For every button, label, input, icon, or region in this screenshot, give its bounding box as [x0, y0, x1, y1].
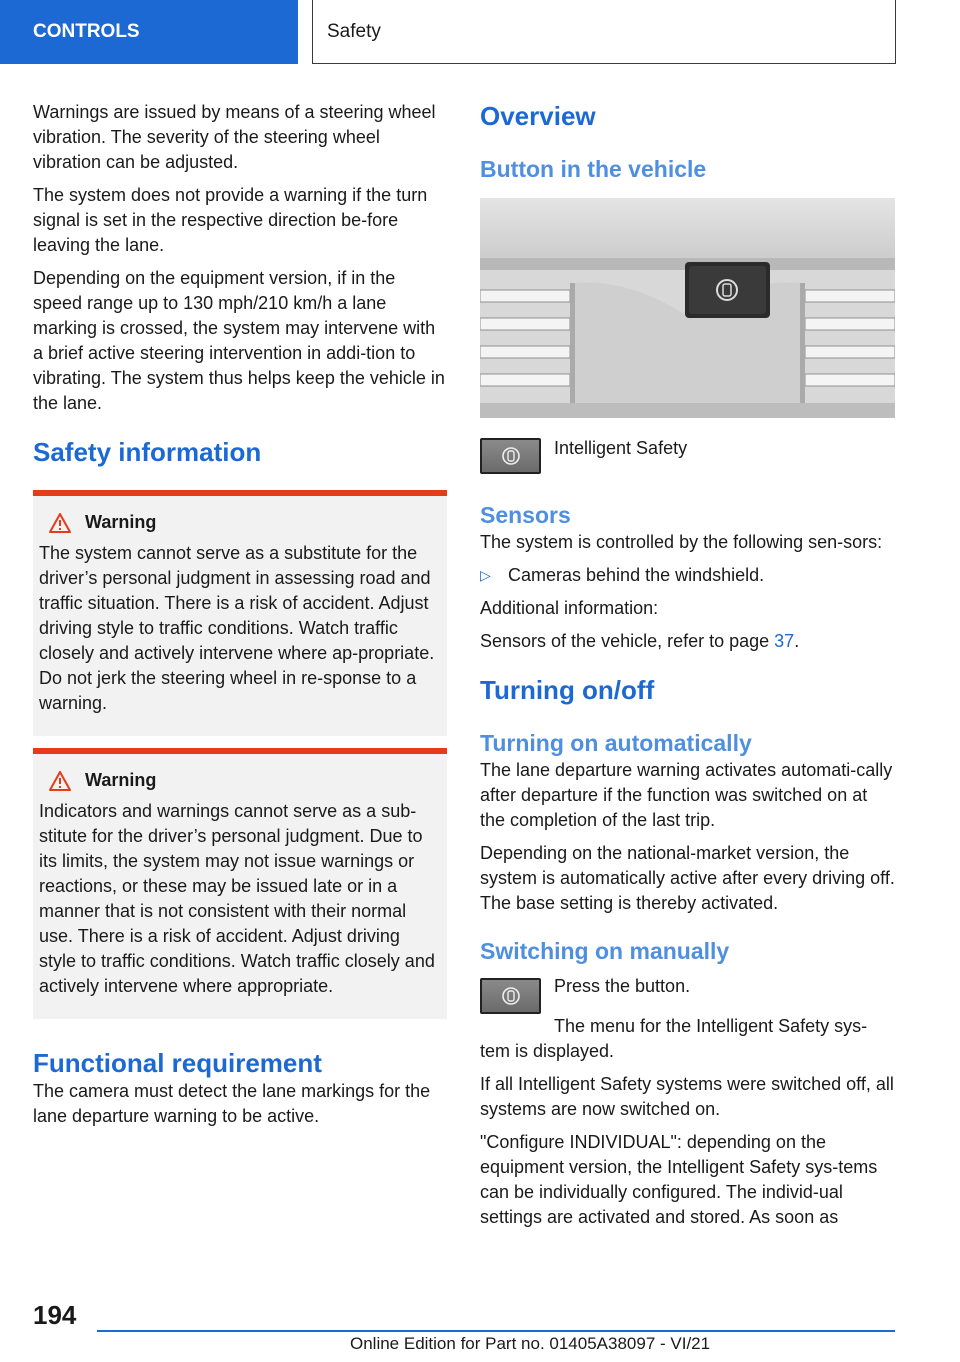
auto-text: Depending on the national-market version, the system is automatically active after every driving off. The base setting is thereby activated. — [480, 843, 895, 913]
press-button-row — [480, 974, 895, 1014]
edition-text: Online Edition for Part no. 01405A38097 - VI/21 — [350, 1334, 711, 1353]
intelligent-safety-button-row — [480, 438, 895, 474]
overview-heading: Overview — [480, 101, 596, 131]
page-number: 194 — [33, 1300, 77, 1330]
intro-paragraph: The system does not provide a warning if the turn signal is set in the respective direction be-fore leaving the lane. — [33, 185, 428, 255]
intelligent-safety-icon — [480, 978, 541, 1014]
warning-text: Indicators and warnings cannot serve as a sub-stitute for the driver’s personal judgment. Due to its limits, the system may not issue warnings or reactions, or these may be issued late or in a manner that is not consistent with their normal use. There is a risk of accident. Adjust driving style to traffic conditions. Watch traffic closely and actively intervene where appropriate. — [39, 801, 435, 996]
list-item — [480, 563, 895, 588]
footer-divider — [97, 1330, 895, 1332]
switching-on-manually-heading: Switching on manually — [480, 938, 730, 964]
sensors-reference — [480, 629, 895, 654]
additional-information-label: Additional information: — [480, 598, 659, 618]
warning-triangle-icon — [49, 513, 71, 533]
press-button-text: Press the button. — [554, 976, 691, 996]
left-column — [33, 100, 447, 1137]
bullet-triangle-icon: ▷ — [480, 567, 491, 583]
intelligent-safety-icon — [480, 438, 541, 474]
turning-on-off-heading: Turning on/off — [480, 675, 655, 705]
manual-text: If all Intelligent Safety systems were switched off, all systems are now switched on. — [480, 1074, 894, 1119]
reference-suffix: . — [794, 631, 800, 651]
warning-text: The system cannot serve as a substitute for the driver’s personal judgment in assessing road and traffic situation. There is a risk of accident. Adjust driving style to traffic conditions. Watch traffic closely and actively intervene where ap-propriate. Do not jerk the steering wheel in re-sponse to a warning. — [39, 543, 435, 713]
page-reference-link[interactable]: 37 — [774, 631, 795, 651]
intro-paragraph: Depending on the equipment version, if in the speed range up to 130 mph/210 km/h a lane marking is crossed, the system may intervene with a brief active steering intervention in addi-tion to vibrating. The system thus helps keep the vehicle in the lane. — [33, 268, 445, 413]
warning-triangle-icon — [49, 771, 71, 791]
manual-text: "Configure INDIVIDUAL": depending on the equipment version, the Intelligent Safety sys-tems can be individually configured. The individ-ual settings are activated and stored. As soon as — [480, 1132, 878, 1227]
warning-box — [33, 490, 447, 736]
functional-requirement-text: The camera must detect the lane markings for the lane departure warning to be active. — [33, 1081, 431, 1126]
manual-menu-text: The menu for the Intelligent Safety sys-tem is displayed. — [480, 1016, 868, 1061]
safety-information-heading: Safety information — [33, 437, 262, 467]
functional-requirement-heading: Functional requirement — [33, 1048, 322, 1078]
auto-text: The lane departure warning activates automati-cally after departure if the function was switched on at the completion of the last trip. — [480, 760, 893, 830]
section-title: Safety — [312, 0, 896, 64]
button-in-vehicle-heading: Button in the vehicle — [480, 156, 707, 182]
list-item-text: Cameras behind the windshield. — [508, 565, 765, 585]
warning-title — [49, 770, 441, 791]
turning-on-automatically-heading: Turning on automatically — [480, 730, 752, 756]
intelligent-safety-label: Intelligent Safety — [554, 438, 688, 458]
warning-title — [49, 512, 441, 533]
chapter-tab: CONTROLS — [0, 0, 298, 64]
sensors-text: The system is controlled by the following sen-sors: — [480, 532, 883, 552]
warning-box — [33, 748, 447, 1019]
reference-text: Sensors of the vehicle, refer to page — [480, 631, 775, 651]
intro-paragraph: Warnings are issued by means of a steering wheel vibration. The severity of the steering wheel vibration can be adjusted. — [33, 102, 436, 172]
vehicle-button-photo — [480, 198, 895, 418]
sensors-heading: Sensors — [480, 502, 571, 528]
warning-title-label: Warning — [85, 770, 157, 790]
right-column — [480, 100, 895, 1238]
warning-title-label: Warning — [85, 512, 157, 532]
